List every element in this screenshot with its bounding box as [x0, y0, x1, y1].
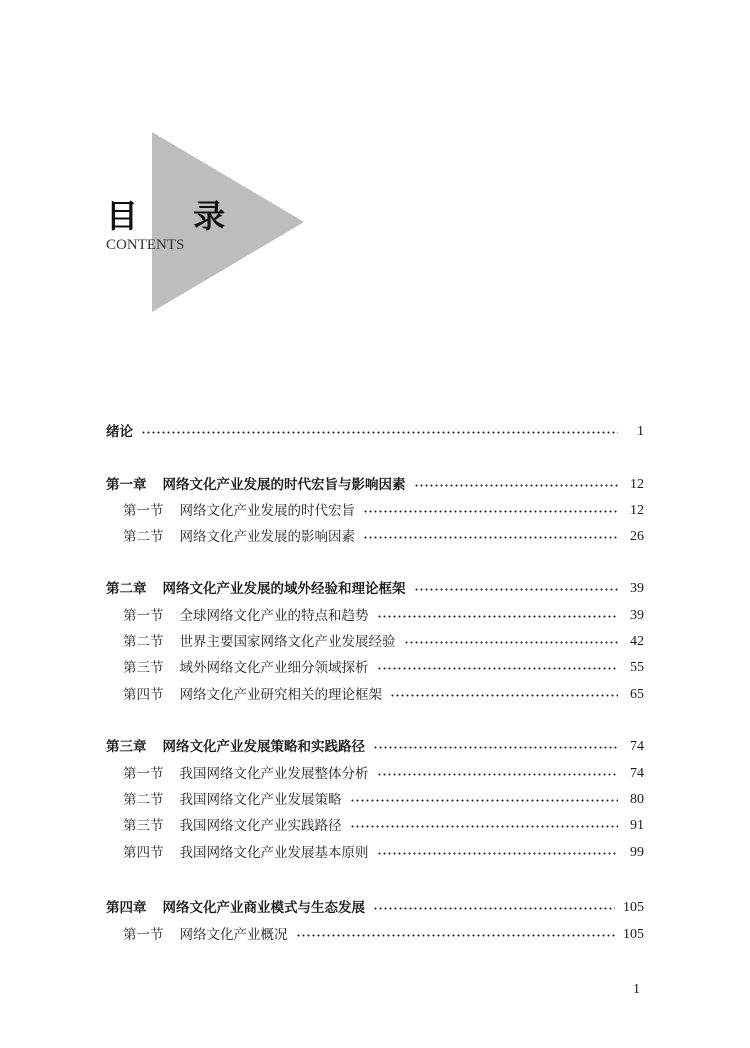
- toc-page-number: 65: [630, 687, 644, 702]
- toc-entry-section[interactable]: [106, 841, 644, 865]
- dot-leader: [141, 431, 618, 434]
- dot-leader: [377, 773, 619, 776]
- dot-leader: [377, 852, 619, 855]
- toc-label: 第一节: [123, 503, 164, 519]
- toc-entry-chapter-1[interactable]: [106, 473, 644, 497]
- toc-entry-section[interactable]: [106, 499, 644, 523]
- toc-title: 我国网络文化产业发展策略: [179, 792, 342, 808]
- toc-title: 网络文化产业发展的影响因素: [179, 529, 355, 545]
- toc-title: 网络文化产业商业模式与生态发展: [162, 900, 365, 916]
- toc-entry-section[interactable]: [106, 604, 644, 628]
- toc-entry-section[interactable]: [106, 762, 644, 786]
- toc-label: 第二节: [123, 634, 164, 650]
- dot-leader: [350, 825, 619, 828]
- toc-title: 全球网络文化产业的特点和趋势: [179, 608, 369, 624]
- toc-entry-section[interactable]: [106, 788, 644, 812]
- toc-page-number: 26: [630, 529, 644, 544]
- toc-title: 网络文化产业发展的域外经验和理论框架: [162, 581, 406, 597]
- dot-leader: [363, 510, 618, 513]
- toc-label: 第二节: [123, 529, 164, 545]
- dot-leader: [414, 484, 619, 487]
- triangle-graphic: [0, 0, 750, 340]
- toc-title: 我国网络文化产业发展基本原则: [179, 845, 369, 861]
- toc-title: 网络文化产业发展策略和实践路径: [162, 739, 365, 755]
- toc-entry-section[interactable]: [106, 656, 644, 680]
- toc-page-number: 105: [623, 900, 644, 915]
- toc-entry-section[interactable]: [106, 525, 644, 549]
- toc-page-number: 1: [637, 424, 644, 439]
- toc-entry-section[interactable]: [106, 814, 644, 838]
- toc-page-number: 80: [630, 792, 644, 807]
- toc-title: 绪论: [106, 424, 133, 440]
- toc-label: 第二章: [106, 581, 147, 597]
- toc-label: 第三节: [123, 660, 164, 676]
- toc-page-number: 12: [630, 477, 644, 492]
- toc-title: 我国网络文化产业实践路径: [179, 818, 342, 834]
- toc-page-number: 12: [630, 503, 644, 518]
- toc-label: 第三章: [106, 739, 147, 755]
- toc-label: 第一章: [106, 477, 147, 493]
- toc-label: 第一节: [123, 608, 164, 624]
- contents-title: 目 录: [106, 197, 248, 235]
- toc-label: 第二节: [123, 792, 164, 808]
- page-number: 1: [633, 982, 640, 997]
- toc-page-number: 39: [630, 608, 644, 623]
- dot-leader: [414, 588, 619, 591]
- dot-leader: [350, 799, 619, 802]
- dot-leader: [377, 667, 619, 670]
- toc-entry-intro[interactable]: [106, 420, 644, 444]
- toc-label: 第四章: [106, 900, 147, 916]
- toc-label: 第一节: [123, 927, 164, 943]
- dot-leader: [373, 746, 618, 749]
- dot-leader: [296, 934, 616, 937]
- toc-page-number: 39: [630, 581, 644, 596]
- dot-leader: [363, 536, 618, 539]
- toc-title: 网络文化产业概况: [179, 927, 288, 943]
- toc-entry-section[interactable]: [106, 630, 644, 654]
- toc-page-number: 99: [630, 845, 644, 860]
- toc-page-number: 105: [623, 927, 644, 942]
- dot-leader: [373, 907, 615, 910]
- toc-page-number: 74: [630, 739, 644, 754]
- toc-entry-chapter-4[interactable]: [106, 896, 644, 920]
- toc-label: 第三节: [123, 818, 164, 834]
- toc-title: 网络文化产业研究相关的理论框架: [179, 687, 382, 703]
- toc-entry-chapter-2[interactable]: [106, 577, 644, 601]
- toc-page-number: 42: [630, 634, 644, 649]
- toc-label: 第四节: [123, 687, 164, 703]
- toc-entry-section[interactable]: [106, 923, 644, 947]
- contents-subtitle: CONTENTS: [106, 237, 185, 253]
- toc-entry-chapter-3[interactable]: [106, 735, 644, 759]
- toc-entry-section[interactable]: [106, 683, 644, 707]
- toc-title: 世界主要国家网络文化产业发展经验: [179, 634, 396, 650]
- contents-header: [0, 0, 750, 340]
- dot-leader: [377, 615, 619, 618]
- toc-title: 网络文化产业发展的时代宏旨与影响因素: [162, 477, 406, 493]
- toc-title: 网络文化产业发展的时代宏旨: [179, 503, 355, 519]
- dot-leader: [390, 694, 618, 697]
- toc-label: 第一节: [123, 766, 164, 782]
- toc-title: 域外网络文化产业细分领域探析: [179, 660, 369, 676]
- toc-label: 第四节: [123, 845, 164, 861]
- toc-title: 我国网络文化产业发展整体分析: [179, 766, 369, 782]
- toc-page-number: 55: [630, 660, 644, 675]
- toc-page-number: 74: [630, 766, 644, 781]
- toc-page-number: 91: [630, 818, 644, 833]
- dot-leader: [404, 641, 619, 644]
